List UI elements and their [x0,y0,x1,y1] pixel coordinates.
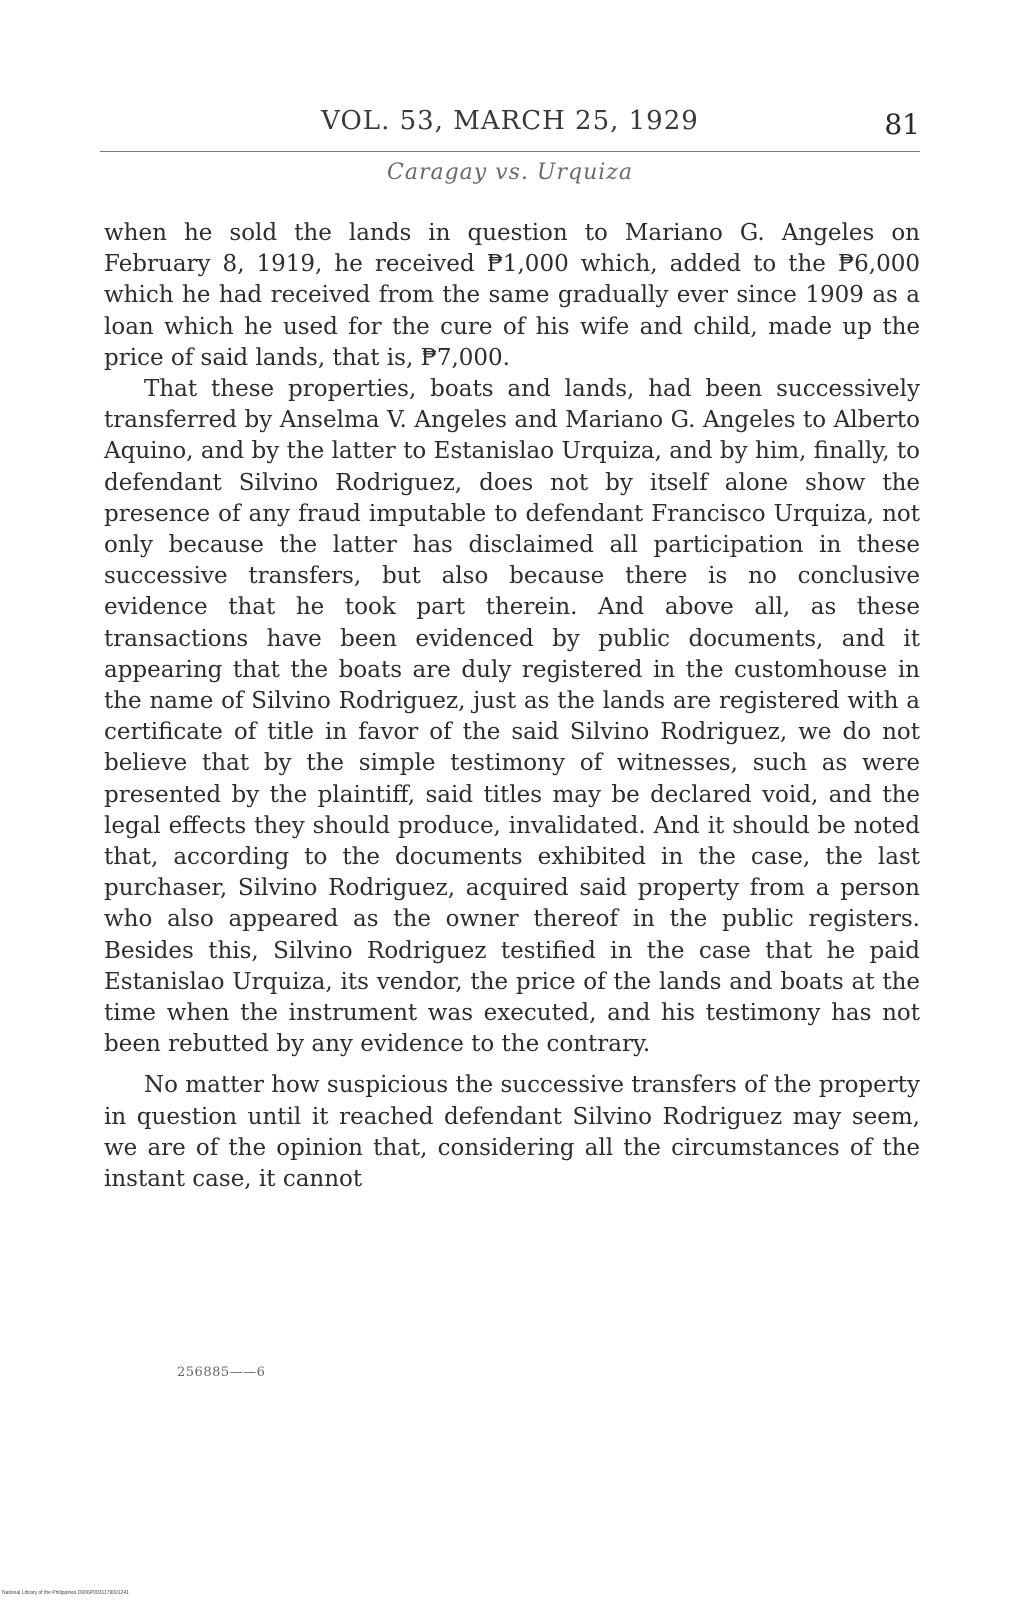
body-text [104,218,920,1195]
printer-signature-mark: 256885——6 [177,1365,266,1380]
volume-date: VOL. 53, MARCH 25, 1929 [321,106,699,136]
paragraph-2: That these properties, boats and lands, had been successively transferred by Anselma V. Angeles and Mariano G. Angeles to Alberto Aquino, and by the latter to Estanislao Urquiza, and by him, finally, to defendant Silvino Rodriguez, does not by itself alone show the presence of any fraud imputable to defendant Francisco Urquiza, not only because the latter has disclaimed all participation in these successive transfers, but also because there is no conclusive evidence that he took part therein. And above all, as these transactions have been evidenced by public documents, and it appearing that the boats are duly registered in the customhouse in the name of Silvino Rodriguez, just as the lands are registered with a certificate of title in favor of the said Silvino Rodriguez, we do not believe that by the simple testimony of witnesses, such as were presented by the plaintiff, said titles may be declared void, and the legal effects they should produce, invalidated. And it should be noted that, according to the documents exhibited in the case, the last purchaser, Silvino Rodriguez, acquired said property from a person who also appeared as the owner thereof in the public registers. Besides this, Silvino Rodriguez testified in the case that he paid Estanislao Urquiza, its vendor, the price of the lands and boats at the time when the instrument was executed, and his testimony has not been rebutted by any evidence to the contrary. [104,376,920,1058]
running-title: Caragay vs. Urquiza [387,160,633,185]
header-rule [100,151,920,152]
page-header [100,106,920,150]
paragraph-3: No matter how suspicious the successive transfers of the property in question until it reached defendant Silvino Rodriguez may seem, we are of the opinion that, considering all the circumstances of the instant case, it cannot [104,1072,920,1193]
page-number: 81 [884,108,920,141]
paragraph-1: when he sold the lands in question to Mariano G. Angeles on February 8, 1919, he received ₱1,000 which, added to the ₱6,000 which he had received from the same gradually ever since 1909 as a loan which he used for the cure of his wife and child, made up the price of said lands, that is, ₱7,000. [104,220,920,371]
scan-footer: National Library of the Philippines D006P0031179001241 [2,1590,129,1596]
